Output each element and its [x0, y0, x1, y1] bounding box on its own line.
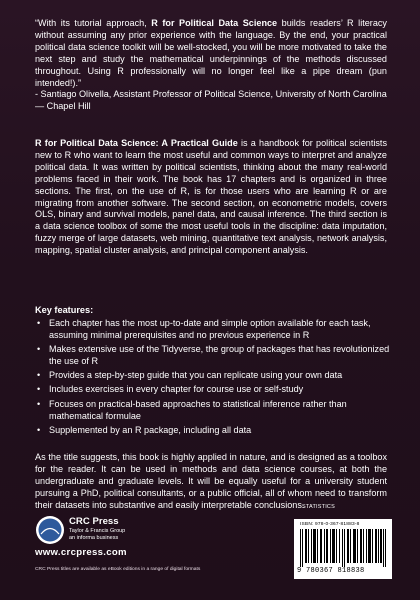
key-features-heading: Key features: [35, 305, 94, 315]
barcode-bars [300, 529, 386, 567]
crc-press-logo [35, 515, 65, 545]
category-label: STATISTICS [302, 504, 335, 510]
barcode [294, 519, 392, 579]
description-text: is a handbook for political scientists new to R who want to learn the most useful and common ways to interpret and analyze political data. It was written by political scientists, thinking about the many real-world problems faced in their work. The book has 17 chapters and is organized in three sections. The first, on the use of R, is for those users who are learning R or are migrating from another software. The second section, on econometric models, covers OLS, binary and survival models, panel data, and causal inference. The third section is a data science toolbox of some the most useful tools in the discipline: data imputation, fuzzy merge of large datasets, web mining, quantitative text analysis, network analysis, mapping, spatial cluster analysis, and principal component analysis. [35, 138, 387, 256]
key-features-list [35, 318, 390, 439]
description-title: R for Political Data Science: A Practical Guide [35, 138, 238, 148]
feature-item: • Each chapter has the most up-to-date and simple option available for each task, assuming minimal prerequisites and no previous experience in R [35, 318, 390, 342]
publisher-url: www.crcpress.com [35, 547, 127, 558]
closing-paragraph: As the title suggests, this book is highly applied in nature, and is designed as a toolbox for the reader. It can be used in methods and data science courses, at both the undergraduate and graduate levels. It will be equally useful for a university student pursuing a PhD, political consultants, or a public official, all of whom need to transform their datasets into substantive and easily interpretable conclusions. [35, 452, 387, 510]
quote-text-end: builds readers’ R literacy without assuming any prior experience with the language. By the end, your practical political data science toolkit will be well-stocked, you will be more motivated to take the next step and study the mathematical underpinnings of the methods discussed throughout. Using R professionally will no longer feel like a pipe dream (pun intended!).” [35, 18, 387, 88]
publisher-name: CRC Press [69, 516, 119, 527]
publisher-group: Taylor & Francis Group [69, 528, 126, 534]
quote-attribution: - Santiago Olivella, Assistant Professor of Political Science, University of North Carolina — Chapel Hill [35, 89, 387, 112]
isbn-text: ISBN: 978-0-367-81883-8 [300, 522, 360, 527]
endorsement-quote [35, 18, 387, 113]
barcode-digits: 9 780367 818838 [297, 567, 365, 575]
feature-item: • Supplemented by an R package, including all data [35, 425, 390, 437]
quote-book-title: R for Political Data Science [151, 18, 278, 28]
quote-text-start: “With its tutorial approach, [35, 18, 152, 28]
feature-item: • Provides a step-by-step guide that you can replicate using your own data [35, 370, 390, 382]
book-description [35, 138, 387, 257]
feature-item: • Includes exercises in every chapter for course use or self-study [35, 384, 390, 396]
feature-item: • Focuses on practical-based approaches to statistical inference rather than mathematical formulae [35, 399, 390, 423]
ebook-footnote: CRC Press titles are available as eBook editions in a range of digital formats [35, 567, 201, 572]
feature-item: • Makes extensive use of the Tidyverse, the group of packages that has revolutionized the use of R [35, 344, 390, 368]
publisher-informa: an informa business [69, 535, 119, 541]
